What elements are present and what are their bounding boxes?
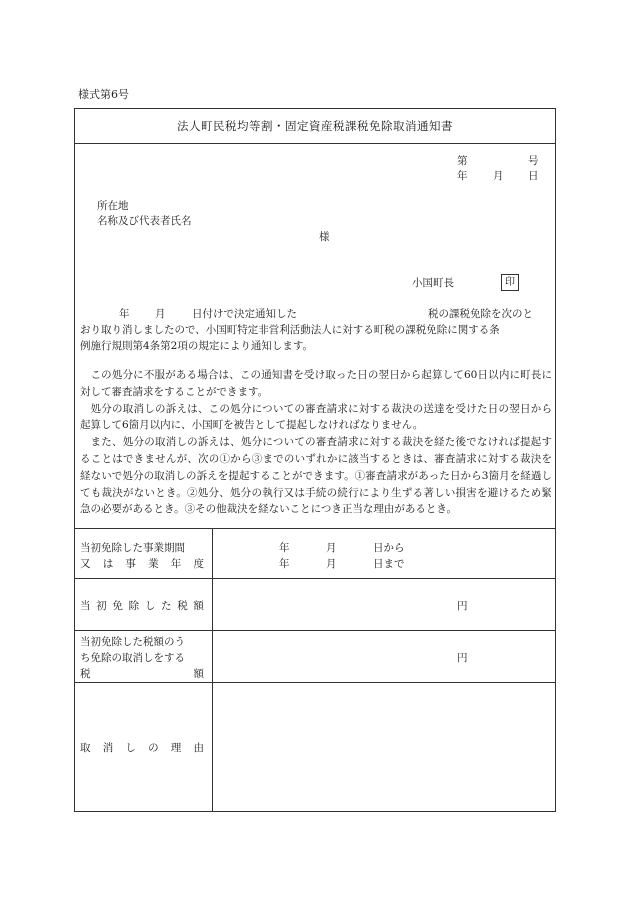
divider-row2 (74, 630, 556, 631)
period-to-year: 年 (279, 558, 290, 570)
reason-label: 取 消 し の 理 由 (80, 742, 204, 754)
cancel-amount-label-line1: 当初免除した税額のう (80, 636, 185, 648)
doc-date-day: 日 (528, 170, 539, 182)
intro-year: 年 (119, 308, 130, 320)
divider-row1 (74, 578, 556, 579)
appeal-paragraph-1: この処分に不服がある場合は、この通知書を受け取った日の翌日から起算して60日以内に町長に対して審査請求をすることができます。 (80, 369, 552, 398)
intro-month: 月 (155, 308, 166, 320)
intro-tax-suffix: 税の課税免除を次のと (428, 308, 533, 320)
column-divider (212, 528, 213, 812)
seal-mark: 印 (501, 274, 519, 291)
period-from-day: 日から (373, 542, 405, 554)
intro-line-2: おり取り消しましたので、小国町特定非営利活動法人に対する町税の課税免除に関する条 (80, 324, 500, 336)
address-label: 所在地 (97, 200, 129, 212)
period-to-day: 日まで (373, 558, 405, 570)
name-label: 名称及び代表者氏名 (97, 215, 192, 227)
form-title: 法人町民税均等割・固定資産税課税免除取消通知書 (177, 119, 453, 133)
appeal-notice (80, 367, 552, 518)
cancel-amount-label-line2: ち免除の取消しをする (80, 652, 185, 664)
appeal-paragraph-3: また、処分の取消しの訴えは、処分についての審査請求に対する裁決を経た後でなければ提起することはできませんが、次の①から③までのいずれかに該当するときは、審査請求に対する裁決を経ないで処分の取消しの訴えを提起することができます。①審査請求があった日から3箇月を経過しても裁決がないとき。②処分、処分の執行又は手続の続行により生ずる著しい損害を避けるため緊急の必要があるとき。③その他裁決を経ないことにつき正当な理由があるとき。 (80, 436, 552, 516)
intro-date-suffix: 日付けで決定通知した (192, 308, 297, 320)
amount-unit: 円 (457, 600, 468, 612)
doc-date-year: 年 (457, 170, 468, 182)
cancel-amount-unit: 円 (457, 652, 468, 664)
doc-date-month: 月 (493, 170, 504, 182)
honorific: 様 (319, 231, 330, 243)
divider-row3 (74, 682, 556, 683)
issuer-name: 小国町長 (412, 277, 454, 289)
period-label-line1: 当初免除した事業期間 (80, 542, 185, 554)
divider-title (74, 143, 556, 144)
doc-number-suffix: 号 (528, 155, 539, 167)
period-label-line2: 又 は 事 業 年 度 (80, 558, 204, 570)
period-from-month: 月 (326, 542, 337, 554)
amount-label: 当 初 免 除 し た 税 額 (80, 600, 204, 612)
appeal-paragraph-2: 処分の取消しの訴えは、この処分についての審査請求に対する裁決の送達を受けた日の翌日から起算して6箇月以内に、小国町を被告として提起しなければなりません。 (80, 402, 552, 432)
doc-number-prefix: 第 (457, 155, 468, 167)
form-number: 様式第6号 (78, 88, 129, 101)
period-to-month: 月 (326, 558, 337, 570)
cancel-amount-label-line3: 税 額 (80, 668, 204, 680)
period-from-year: 年 (279, 542, 290, 554)
divider-body (74, 528, 556, 529)
intro-line-3: 例施行規則第4条第2項の規定により通知します。 (80, 340, 314, 352)
